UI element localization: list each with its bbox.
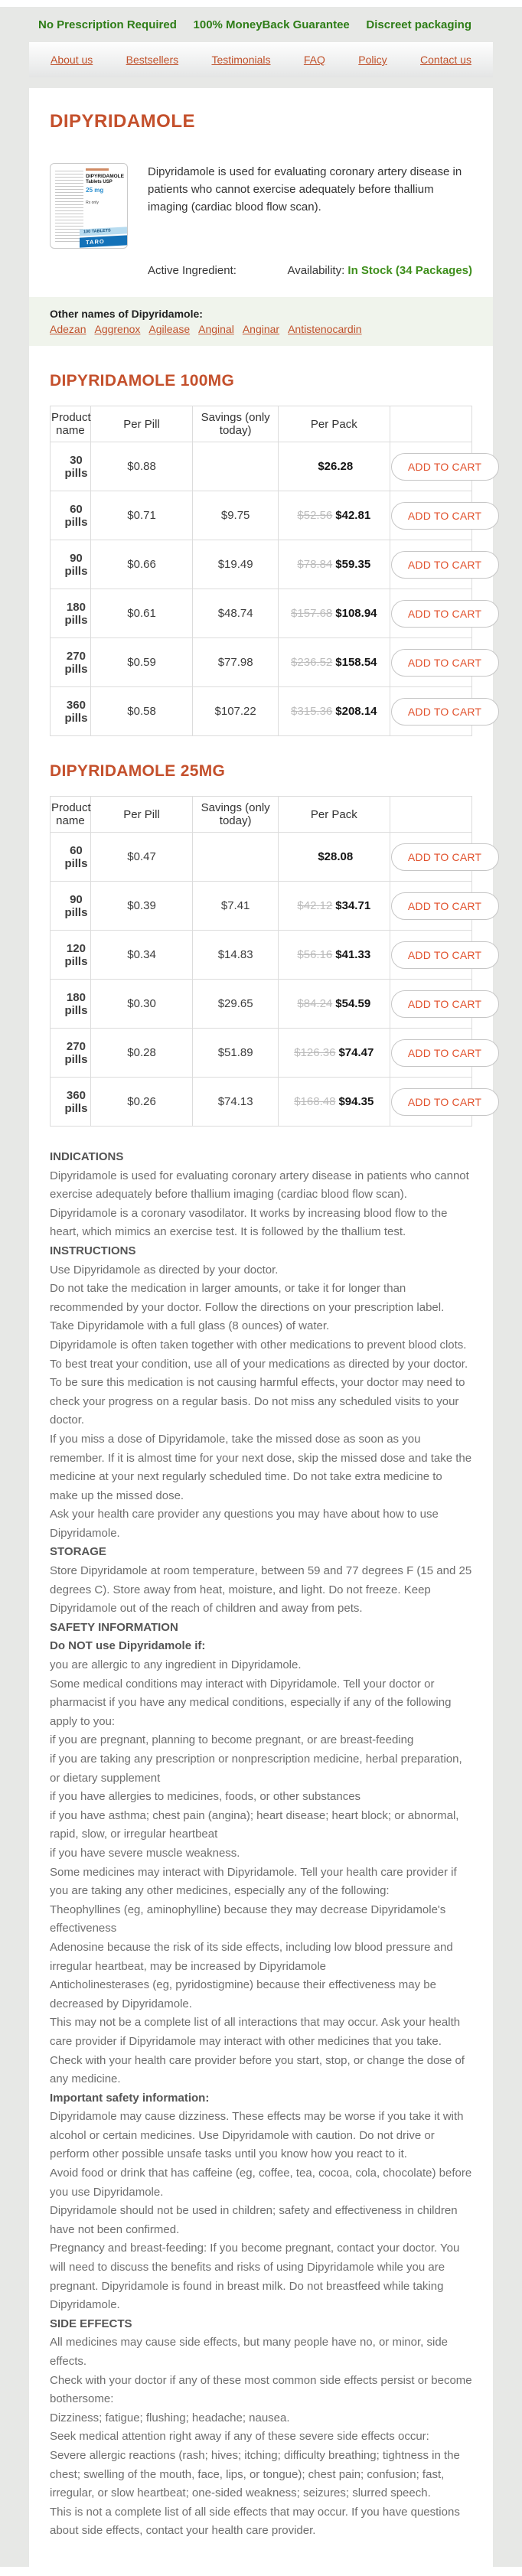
column-header: Per Pack <box>279 406 390 442</box>
cart-cell <box>390 980 482 1029</box>
info-paragraph: To be sure this medication is not causing harmful effects, your doctor may need to check your progress on a regular basis. Do not miss any scheduled visits to your doctor. <box>50 1376 465 1427</box>
add-to-cart-button[interactable]: ADD TO CART <box>391 502 499 530</box>
pack-price: $28.08 <box>318 850 354 863</box>
old-price: $126.36 <box>294 1046 336 1059</box>
info-paragraph: Important safety information: <box>50 2091 210 2105</box>
cart-cell <box>390 638 482 687</box>
product-package-image <box>50 163 128 249</box>
old-price: $168.48 <box>294 1095 336 1108</box>
add-to-cart-button[interactable]: ADD TO CART <box>391 1088 499 1116</box>
savings-cell: $14.83 <box>193 931 279 980</box>
cart-cell <box>390 687 482 736</box>
table-row <box>51 931 472 980</box>
info-paragraph: All medicines may cause side effects, but many people have no, or minor, side effects. <box>50 2336 448 2368</box>
column-header: Savings (only today) <box>193 406 279 442</box>
other-name-link[interactable]: Adezan <box>50 323 86 335</box>
table-row <box>51 442 472 491</box>
info-paragraph: Pregnancy and breast-feeding: If you become pregnant, contact your doctor. You will need to discuss the benefits and risks of using Dipyridamole while you are pregnant. Dipyridamole is found in breast milk. Do not breastfeed while taking Dipyridamole. <box>50 2242 460 2312</box>
benefits-bar <box>0 7 522 42</box>
savings-cell: $51.89 <box>193 1029 279 1078</box>
savings-cell: $77.98 <box>193 638 279 687</box>
product-name-cell: 270 pills <box>51 638 91 687</box>
column-header: Product name <box>51 406 91 442</box>
product-summary <box>29 132 493 249</box>
info-paragraph: if you have severe muscle weakness. <box>50 1846 240 1860</box>
info-paragraph: you are allergic to any ingredient in Dipyridamole. <box>50 1658 302 1672</box>
pack-price: $34.71 <box>335 899 371 912</box>
per-pack-cell <box>279 980 390 1029</box>
column-header <box>390 406 471 442</box>
table-row <box>51 491 472 540</box>
product-name-cell: 270 pills <box>51 1029 91 1078</box>
nav-link[interactable]: Testimonials <box>211 54 271 66</box>
info-paragraph: This is not a complete list of all side effects that may occur. If you have questions about side effects, contact your health care provider. <box>50 2505 460 2538</box>
cart-cell <box>390 1029 482 1078</box>
pack-price: $94.35 <box>338 1095 374 1108</box>
other-name-link[interactable]: Aggrenox <box>94 323 141 335</box>
cart-cell <box>390 442 482 491</box>
per-pack-cell <box>279 638 390 687</box>
old-price: $42.12 <box>297 899 333 912</box>
add-to-cart-button[interactable]: ADD TO CART <box>391 941 499 969</box>
per-pill-cell: $0.30 <box>90 980 192 1029</box>
bottom-border-strip <box>0 2567 522 2576</box>
column-header: Savings (only today) <box>193 797 279 833</box>
info-paragraph: Store Dipyridamole at room temperature, between 59 and 77 degrees F (15 and 25 degrees C). Store away from heat, moisture, and light. Do not freeze. Keep Dipyridamole out of the reach of children and away from pets. <box>50 1564 472 1616</box>
savings-cell: $48.74 <box>193 589 279 638</box>
product-name-cell: 180 pills <box>51 980 91 1029</box>
nav-link[interactable]: Bestsellers <box>126 54 179 66</box>
pack-price: $74.47 <box>338 1046 374 1059</box>
table-row <box>51 980 472 1029</box>
info-paragraph: if you have asthma; chest pain (angina); heart disease; heart block; or abnormal, rapid, slow, or irregular heartbeat <box>50 1808 459 1841</box>
pack-price: $26.28 <box>318 460 354 473</box>
info-paragraph: Avoid food or drink that has caffeine (eg, coffee, tea, cocoa, cola, chocolate) before you use Dipyridamole. <box>50 2167 472 2199</box>
per-pack-cell <box>279 1078 390 1127</box>
table-header-row <box>51 406 472 442</box>
old-price: $84.24 <box>297 997 333 1010</box>
per-pack-cell <box>279 540 390 589</box>
package-name: DIPYRIDAMOLE <box>86 174 124 179</box>
info-paragraph: Dipyridamole is used for evaluating coronary artery disease in patients who cannot exercise adequately before thallium imaging (cardiac blood flow scan). Dipyridamole is a coronary vasodilator. It works by increasing blood flow to the heart, which mimics an exercise test. It is followed by the thallium test. <box>50 1169 469 1239</box>
cart-cell <box>390 491 482 540</box>
nav-link[interactable]: About us <box>51 54 93 66</box>
info-paragraph: if you have allergies to medicines, foods, or other substances <box>50 1790 361 1804</box>
info-paragraph: Take Dipyridamole with a full glass (8 ounces) of water. <box>50 1319 330 1333</box>
per-pill-cell: $0.59 <box>90 638 192 687</box>
availability-row <box>29 249 493 277</box>
product-name-cell: 180 pills <box>51 589 91 638</box>
info-paragraph: INDICATIONS <box>50 1150 124 1163</box>
package-ndc-bar <box>86 168 109 171</box>
info-paragraph: Some medical conditions may interact with Dipyridamole. Tell your doctor or pharmacist if you have any medical conditions, especially if any of the following apply to you: <box>50 1677 452 1728</box>
savings-cell <box>193 442 279 491</box>
package-rx-label: Rx only <box>86 200 99 205</box>
per-pill-cell: $0.47 <box>90 833 192 882</box>
product-name-cell: 360 pills <box>51 1078 91 1127</box>
benefit-text: Discreet packaging <box>366 18 471 31</box>
availability <box>287 264 472 277</box>
cart-cell <box>390 540 482 589</box>
savings-cell: $74.13 <box>193 1078 279 1127</box>
old-price: $315.36 <box>291 705 333 718</box>
other-names-strip <box>29 297 493 346</box>
per-pill-cell: $0.28 <box>90 1029 192 1078</box>
table-header-row <box>51 797 472 833</box>
benefit-text: No Prescription Required <box>38 18 177 31</box>
old-price: $157.68 <box>291 607 333 620</box>
package-count-band: 100 TABLETS <box>80 227 127 236</box>
info-paragraph: Some medicines may interact with Dipyridamole. Tell your health care provider if you are taking any other medicines, especially any of the following: <box>50 1865 457 1898</box>
product-description: Dipyridamole is used for evaluating coronary artery disease in patients who cannot exercise adequately before thallium imaging (cardiac blood flow scan). <box>148 165 462 214</box>
availability-status: In Stock (34 Packages) <box>347 264 472 277</box>
package-brand-band: TARO <box>80 235 127 247</box>
column-header: Per Pack <box>279 797 390 833</box>
per-pill-cell: $0.61 <box>90 589 192 638</box>
per-pill-cell: $0.71 <box>90 491 192 540</box>
pack-price: $158.54 <box>335 656 377 669</box>
nav-link[interactable]: Contact us <box>420 54 471 66</box>
column-header: Product name <box>51 797 91 833</box>
other-name-link[interactable]: Agilease <box>148 323 191 335</box>
cart-cell <box>390 833 482 882</box>
old-price: $236.52 <box>291 656 333 669</box>
top-border-strip <box>0 0 522 7</box>
column-header: Per Pill <box>90 406 192 442</box>
pack-price: $54.59 <box>335 997 371 1010</box>
per-pack-cell <box>279 442 390 491</box>
cart-cell <box>390 1078 482 1127</box>
per-pack-cell <box>279 589 390 638</box>
per-pack-cell <box>279 882 390 931</box>
add-to-cart-button[interactable]: ADD TO CART <box>391 843 499 871</box>
info-paragraph: Dizziness; fatigue; flushing; headache; nausea. <box>50 2411 290 2424</box>
add-to-cart-button[interactable]: ADD TO CART <box>391 649 499 677</box>
column-header: Per Pill <box>90 797 192 833</box>
table-row <box>51 1078 472 1127</box>
pack-price: $208.14 <box>335 705 377 718</box>
per-pill-cell: $0.66 <box>90 540 192 589</box>
info-paragraph: Anticholinesterases (eg, pyridostigmine) because their effectiveness may be decreased by Dipyridamole. <box>50 1978 436 2010</box>
info-paragraph: Check with your doctor if any of these most common side effects persist or become bothersome: <box>50 2373 472 2406</box>
savings-cell: $107.22 <box>193 687 279 736</box>
info-paragraph: Use Dipyridamole as directed by your doctor. <box>50 1263 279 1277</box>
section-heading-100mg: DIPYRIDAMOLE 100MG <box>50 372 235 390</box>
table-row <box>51 833 472 882</box>
pricing-table-25mg <box>50 796 482 1127</box>
pack-price: $59.35 <box>335 558 371 571</box>
main-nav <box>29 42 493 77</box>
info-paragraph: This may not be a complete list of all interactions that may occur. Ask your health care provider if Dipyridamole may interact with other medicines that you take. Check with your health care provider before you start, stop, or change the dose of any medicine. <box>50 2016 465 2086</box>
product-name-cell: 120 pills <box>51 931 91 980</box>
savings-cell: $29.65 <box>193 980 279 1029</box>
per-pack-cell <box>279 687 390 736</box>
savings-cell: $9.75 <box>193 491 279 540</box>
product-name-cell: 60 pills <box>51 833 91 882</box>
drug-information <box>29 1127 493 2541</box>
table-row <box>51 540 472 589</box>
per-pill-cell: $0.88 <box>90 442 192 491</box>
nav-link[interactable]: Policy <box>358 54 387 66</box>
info-paragraph: Ask your health care provider any questions you may have about how to use Dipyridamole. <box>50 1508 439 1540</box>
savings-cell: $7.41 <box>193 882 279 931</box>
info-paragraph: Do not take the medication in larger amounts, or take it for longer than recommended by your doctor. Follow the directions on your prescription label. <box>50 1282 445 1314</box>
info-paragraph: Dipyridamole is often taken together with other medications to prevent blood clots. To best treat your condition, use all of your medications as directed by your doctor. <box>50 1338 468 1371</box>
add-to-cart-button[interactable]: ADD TO CART <box>391 1039 499 1067</box>
per-pill-cell: $0.34 <box>90 931 192 980</box>
per-pill-cell: $0.58 <box>90 687 192 736</box>
other-names-links <box>50 323 362 335</box>
per-pill-cell: $0.39 <box>90 882 192 931</box>
nav-link[interactable]: FAQ <box>303 54 325 66</box>
info-paragraph: INSTRUCTIONS <box>50 1244 136 1257</box>
per-pack-cell <box>279 491 390 540</box>
info-paragraph: STORAGE <box>50 1545 106 1559</box>
info-paragraph: Theophyllines (eg, aminophylline) because they may decrease Dipyridamole's effectiveness <box>50 1903 446 1935</box>
table-row <box>51 687 472 736</box>
info-paragraph: Severe allergic reactions (rash; hives; itching; difficulty breathing; tightness in the chest; swelling of the mouth, face, lips, or tongue); chest pain; confusion; fast, irregular, or slow heartbeat; one-sided weakness; seizures; slurred speech. <box>50 2448 460 2500</box>
savings-cell: $19.49 <box>193 540 279 589</box>
availability-label: Availability: <box>287 264 345 277</box>
package-label <box>83 164 127 248</box>
old-price: $78.84 <box>297 558 333 571</box>
add-to-cart-button[interactable]: ADD TO CART <box>391 453 499 481</box>
content-card <box>29 88 493 2567</box>
info-paragraph: Dipyridamole may cause dizziness. These effects may be worse if you take it with alcohol or certain medicines. Use Dipyridamole with caution. Do not drive or perform other possible unsafe tasks until you know how you react to it. <box>50 2110 464 2161</box>
other-name-link[interactable]: Anginal <box>198 323 234 335</box>
product-name-cell: 60 pills <box>51 491 91 540</box>
table-row <box>51 638 472 687</box>
add-to-cart-button[interactable]: ADD TO CART <box>391 990 499 1018</box>
per-pack-cell <box>279 931 390 980</box>
cart-cell <box>390 931 482 980</box>
active-ingredient-label: Active Ingredient: <box>148 264 237 277</box>
info-paragraph: Adenosine because the risk of its side effects, including low blood pressure and irregular heartbeat, may be increased by Dipyridamole <box>50 1940 453 1973</box>
package-form: Tablets USP <box>86 180 113 185</box>
product-name-cell: 30 pills <box>51 442 91 491</box>
product-name-cell: 360 pills <box>51 687 91 736</box>
add-to-cart-button[interactable]: ADD TO CART <box>391 551 499 579</box>
old-price: $56.16 <box>297 948 333 961</box>
old-price: $52.56 <box>297 509 333 522</box>
column-header <box>390 797 471 833</box>
per-pack-cell <box>279 833 390 882</box>
add-to-cart-button[interactable]: ADD TO CART <box>391 892 499 920</box>
per-pill-cell: $0.26 <box>90 1078 192 1127</box>
package-dose: 25 mg <box>86 186 104 194</box>
pricing-table-100mg <box>50 406 482 736</box>
other-name-link[interactable]: Anginar <box>242 323 280 335</box>
info-paragraph: Do NOT use Dipyridamole if: <box>50 1639 206 1653</box>
savings-cell <box>193 833 279 882</box>
other-names-label: Other names of Dipyridamole: <box>50 308 203 320</box>
info-paragraph: if you are taking any prescription or nonprescription medicine, herbal preparation, or dietary supplement <box>50 1753 462 1785</box>
info-paragraph: SAFETY INFORMATION <box>50 1620 178 1634</box>
info-paragraph: If you miss a dose of Dipyridamole, take the missed dose as soon as you remember. If it is almost time for your next dose, skip the missed dose and take the medicine at your next regularly scheduled time. Do not take extra medicine to make up the missed dose. <box>50 1432 472 1502</box>
other-name-link[interactable]: Antistenocardin <box>288 323 362 335</box>
pack-price: $108.94 <box>335 607 377 620</box>
page-title: DIPYRIDAMOLE <box>50 111 196 132</box>
benefit-text: 100% MoneyBack Guarantee <box>193 18 350 31</box>
per-pack-cell <box>279 1029 390 1078</box>
table-row <box>51 1029 472 1078</box>
product-name-cell: 90 pills <box>51 882 91 931</box>
table-row <box>51 882 472 931</box>
info-paragraph: if you are pregnant, planning to become pregnant, or are breast-feeding <box>50 1733 414 1747</box>
pack-price: $41.33 <box>335 948 371 961</box>
info-paragraph: Seek medical attention right away if any of these severe side effects occur: <box>50 2430 429 2444</box>
product-name-cell: 90 pills <box>51 540 91 589</box>
add-to-cart-button[interactable]: ADD TO CART <box>391 600 499 628</box>
info-paragraph: Dipyridamole should not be used in children; safety and effectiveness in children have not been confirmed. <box>50 2204 458 2236</box>
info-paragraph: SIDE EFFECTS <box>50 2317 132 2330</box>
cart-cell <box>390 882 482 931</box>
table-row <box>51 589 472 638</box>
section-heading-25mg: DIPYRIDAMOLE 25MG <box>50 762 226 780</box>
pack-price: $42.81 <box>335 509 371 522</box>
cart-cell <box>390 589 482 638</box>
add-to-cart-button[interactable]: ADD TO CART <box>391 698 499 726</box>
